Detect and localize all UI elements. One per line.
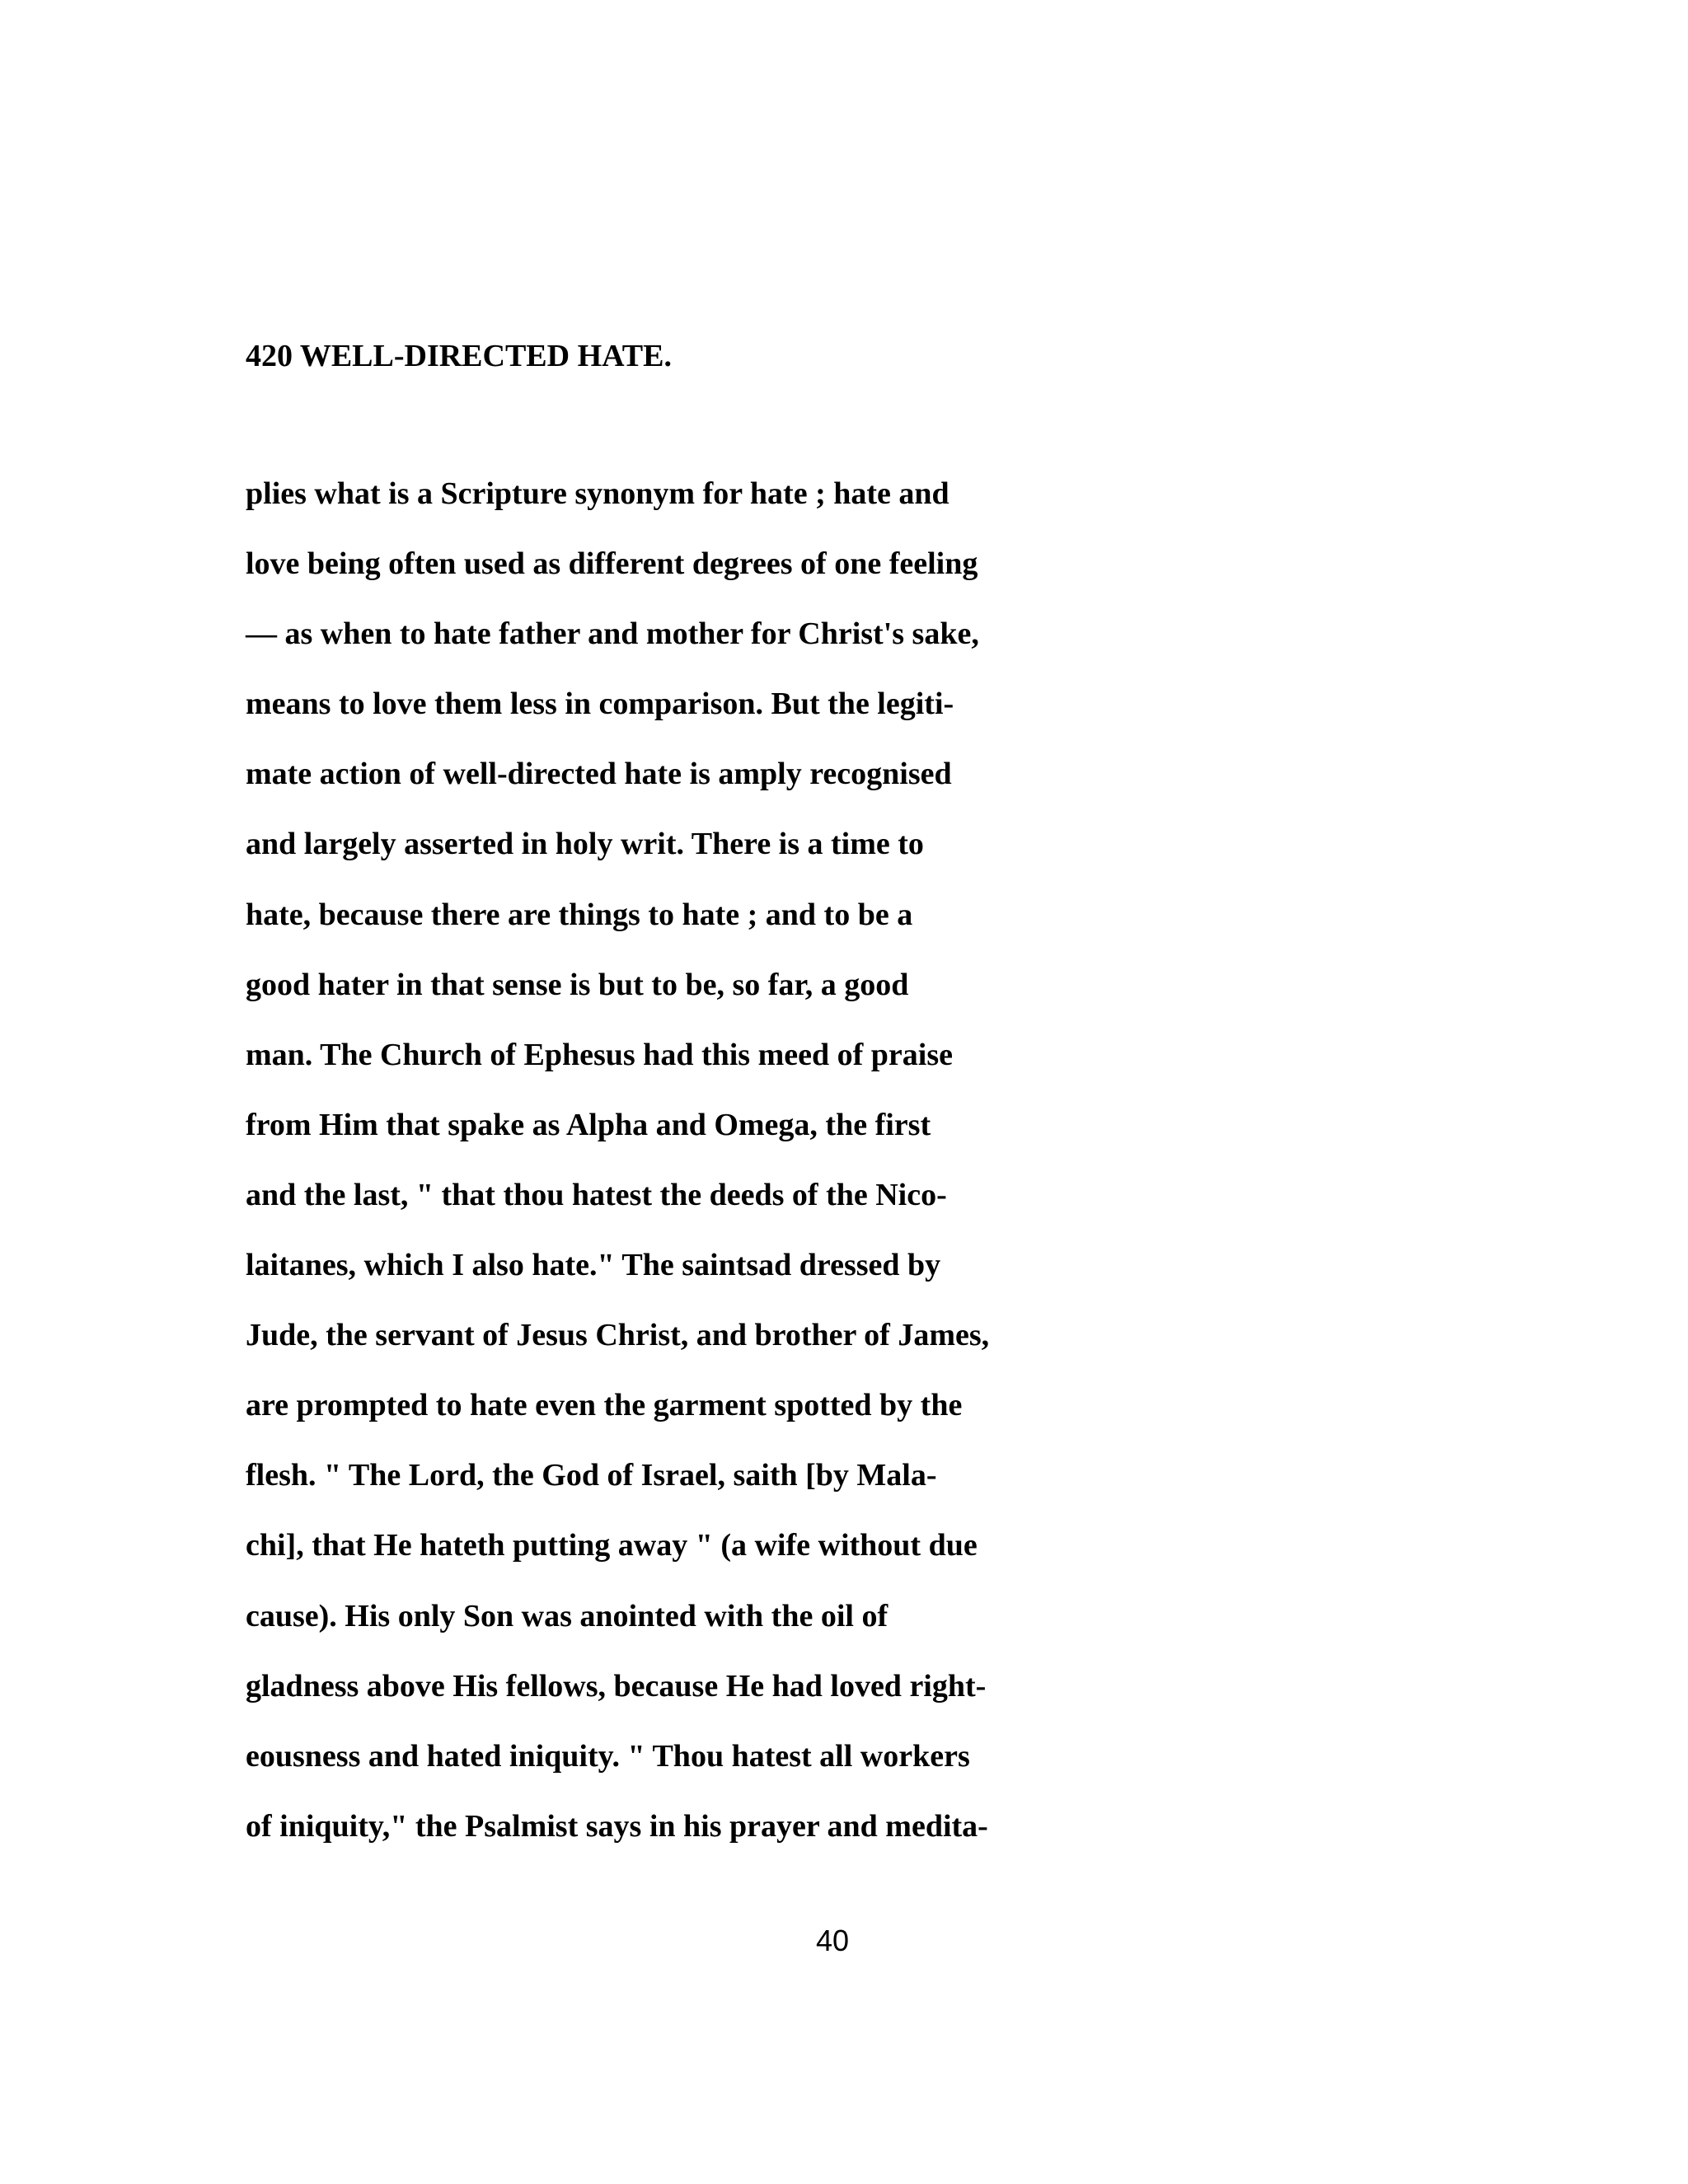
text-line: cause). His only Son was anointed with the oil of <box>246 1598 889 1633</box>
text-line: laitanes, which I also hate." The saintsad dressed by <box>246 1248 941 1283</box>
text-line: means to love them less in comparison. But the legiti- <box>246 687 954 722</box>
text-line: of iniquity," the Psalmist says in his prayer and medita- <box>246 1808 988 1844</box>
text-line: gladness above His fellows, because He had loved right- <box>246 1668 987 1704</box>
text-line: flesh. " The Lord, the God of Israel, saith [by Mala- <box>246 1458 937 1493</box>
text-line: — as when to hate father and mother for Christ's sake, <box>246 616 979 652</box>
text-line: from Him that spake as Alpha and Omega, the first <box>246 1107 931 1142</box>
text-line: plies what is a Scripture synonym for hate ; hate and <box>246 476 950 511</box>
text-line: and largely asserted in holy writ. There is a time to <box>246 827 924 862</box>
text-line: mate action of well-directed hate is amply recognised <box>246 757 952 792</box>
page-number: 40 <box>815 1924 850 1957</box>
text-line: hate, because there are things to hate ; and to be a <box>246 897 913 932</box>
text-line: good hater in that sense is but to be, so far, a good <box>246 967 909 1002</box>
text-line: eousness and hated iniquity. " Thou hatest all workers <box>246 1738 970 1774</box>
text-line: Jude, the servant of Jesus Christ, and brother of James, <box>246 1318 990 1353</box>
text-line: and the last, " that thou hatest the deeds of the Nico- <box>246 1177 947 1212</box>
page-header: 420 WELL-DIRECTED HATE. <box>246 339 672 373</box>
text-line: man. The Church of Ephesus had this meed of praise <box>246 1037 953 1072</box>
text-line: are prompted to hate even the garment spotted by the <box>246 1388 963 1423</box>
text-line: love being often used as different degrees of one feeling <box>246 546 978 582</box>
body-text <box>246 471 989 1874</box>
text-line: chi], that He hateth putting away " (a wife without due <box>246 1528 978 1563</box>
